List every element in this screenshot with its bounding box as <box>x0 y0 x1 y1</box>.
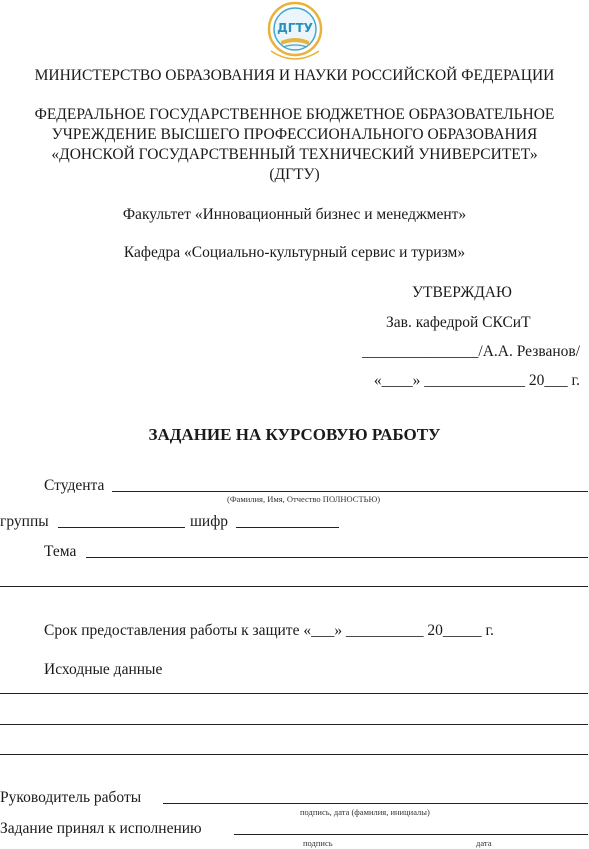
cipher-label: шифр <box>190 513 229 530</box>
supervisor-label: Руководитель работы <box>0 789 142 806</box>
supervisor-line <box>163 803 588 804</box>
department-name: Кафедра «Социально-культурный сервис и туризм» <box>123 244 466 261</box>
topic-line-1 <box>86 557 588 558</box>
group-label: группы <box>0 513 49 530</box>
institution-line-4: (ДГТУ) <box>269 166 320 183</box>
source-data-label: Исходные данные <box>44 661 163 678</box>
document-title: ЗАДАНИЕ НА КУРСОВУЮ РАБОТУ <box>148 425 441 444</box>
institution-line-2: УЧРЕЖДЕНИЕ ВЫСШЕГО ПРОФЕССИОНАЛЬНОГО ОБРАЗОВАНИЯ <box>51 126 538 143</box>
source-line-2 <box>0 724 588 725</box>
supervisor-hint: подпись, дата (фамилия, инициалы) <box>300 807 430 817</box>
logo-text: ДГТУ <box>277 21 313 35</box>
student-hint: (Фамилия, Имя, Отчество ПОЛНОСТЬЮ) <box>227 494 381 504</box>
source-line-3 <box>0 754 588 755</box>
cipher-line <box>236 527 339 528</box>
topic-label: Тема <box>44 543 77 560</box>
ministry-heading: МИНИСТЕРСТВО ОБРАЗОВАНИЯ И НАУКИ РОССИЙСКОЙ ФЕДЕРАЦИИ <box>34 67 555 84</box>
group-line <box>58 527 185 528</box>
institution-line-3: «ДОНСКОЙ ГОСУДАРСТВЕННЫЙ ТЕХНИЧЕСКИЙ УНИВЕРСИТЕТ» <box>51 146 538 163</box>
institution-line-1: ФЕДЕРАЛЬНОЕ ГОСУДАРСТВЕННОЕ БЮДЖЕТНОЕ ОБРАЗОВАТЕЛЬНОЕ <box>34 106 555 123</box>
date-hint: дата <box>476 838 492 848</box>
student-line <box>112 491 588 492</box>
deadline-line: Срок предоставления работы к защите «___» __________ 20_____ г. <box>44 622 494 639</box>
approval-signature: _______________/А.А. Резванов/ <box>362 343 580 360</box>
faculty-name: Факультет «Инновационный бизнес и менеджмент» <box>122 206 467 223</box>
approval-head-title: Зав. кафедрой СКСиТ <box>386 314 531 331</box>
sign-hint: подпись <box>303 838 333 848</box>
student-label: Студента <box>44 477 105 494</box>
topic-line-2 <box>0 586 588 587</box>
approval-heading: УТВЕРЖДАЮ <box>412 284 512 301</box>
university-logo <box>265 1 325 63</box>
approval-date: «____» _____________ 20___ г. <box>373 372 580 389</box>
accepted-label: Задание принял к исполнению <box>0 820 202 837</box>
accepted-line <box>234 834 588 835</box>
source-line-1 <box>0 693 588 694</box>
